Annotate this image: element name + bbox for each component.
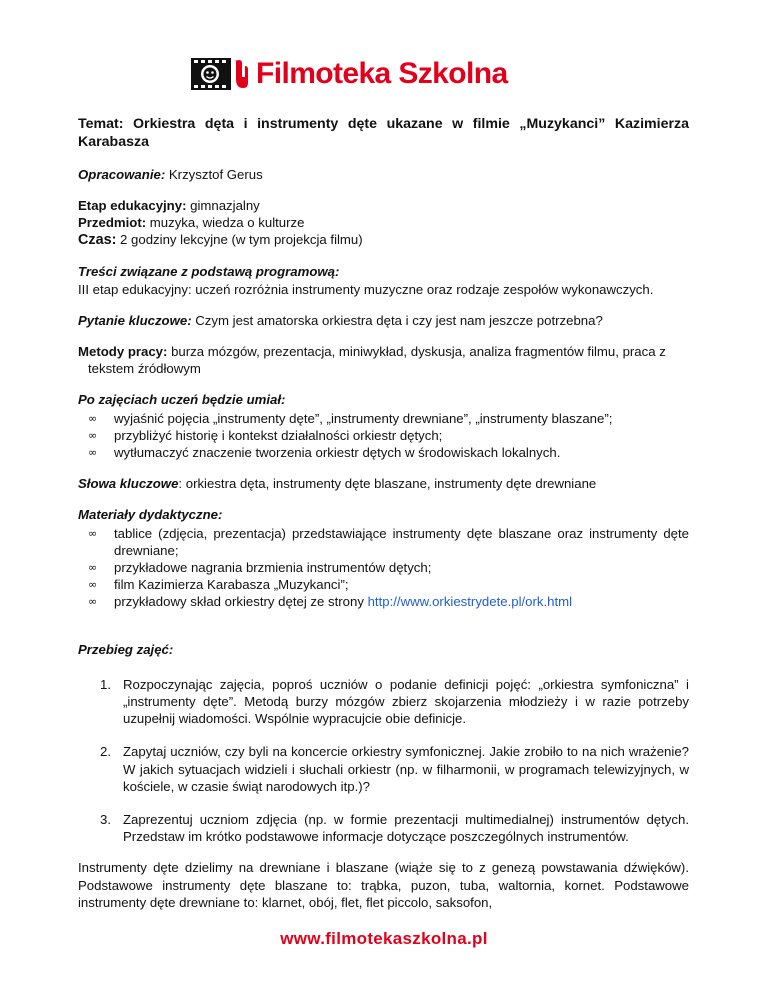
umial-list <box>78 410 689 462</box>
tresci-label: Treści związane z podstawą programową: <box>78 264 340 280</box>
bullet-icon: ∞ <box>88 411 98 425</box>
step-item <box>78 743 689 795</box>
bullet-icon: ∞ <box>88 561 98 575</box>
author-line <box>78 166 689 183</box>
list-item <box>78 427 689 444</box>
orkiestry-link[interactable]: http://www.orkiestrydete.pl/ork.html <box>367 594 573 610</box>
slowa-section <box>78 475 689 492</box>
step-item <box>78 676 689 728</box>
brand-name: Filmoteka Szkolna <box>256 57 508 90</box>
etap-label: Etap edukacyjny: <box>78 197 187 213</box>
materialy-list <box>78 525 689 611</box>
list-item <box>78 559 689 576</box>
lesson-title: Temat: Orkiestra dęta i instrumenty dęte ukazane w filmie „Muzykanci” Kazimierza Karabasza <box>78 116 689 150</box>
materialy-label: Materiały dydaktyczne: <box>78 507 223 523</box>
przebieg-section <box>78 641 689 911</box>
slowa-label: Słowa kluczowe <box>78 476 179 492</box>
przedmiot-label: Przedmiot: <box>78 215 147 230</box>
film-reel-logo-icon <box>190 57 252 91</box>
pytanie-label: Pytanie kluczowe: <box>78 312 192 328</box>
lesson-plan <box>78 110 689 911</box>
tresci-section <box>78 263 689 297</box>
filmoteka-logo[interactable] <box>190 56 508 92</box>
bullet-icon: ∞ <box>88 428 98 442</box>
list-item-text: film Kazimierza Karabasza „Muzykanci”; <box>114 577 349 593</box>
step-text: Zapytaj uczniów, czy byli na koncercie orkiestry symfonicznej. Jakie zrobiło to na nich wrażenie? W jakich sytuacjach widzieli i słuchali orkiestr (np. w filharmonii, w programach telewizyjnych, w kościele, w czasie świąt narodowych itp.)? <box>123 744 689 794</box>
metody-text: burza mózgów, prezentacja, miniwykład, dyskusja, analiza fragmentów filmu, praca z tekstem źródłowym <box>88 344 666 377</box>
etap-line <box>78 197 689 214</box>
list-item <box>78 525 689 559</box>
list-item <box>78 444 689 461</box>
closing-paragraph: Instrumenty dęte dzielimy na drewniane i blaszane (wiąże się to z genezą powstawania dźwięków). Podstawowe instrumenty dęte blaszane to: trąbka, puzon, tuba, waltornia, kornet. Podstawowe instrumenty dęte drewniane to: klarnet, obój, flet, flet piccolo, saksofon, <box>78 860 689 910</box>
list-item-text: przykładowy skład orkiestry dętej ze strony <box>114 594 368 610</box>
pytanie-section <box>78 312 689 329</box>
bullet-icon: ∞ <box>88 595 98 609</box>
list-item <box>78 576 689 593</box>
list-item-text: wytłumaczyć znaczenie tworzenia orkiestr dętych w środowiskach lokalnych. <box>114 445 561 461</box>
przedmiot-line <box>78 214 689 231</box>
step-text: Zaprezentuj uczniom zdjęcia (np. w formie prezentacji multimedialnej) instrumentów dętych. Przedstaw im krótko podstawowe informacje dotyczące poszczególnych instrumentów. <box>123 812 689 845</box>
metody-section <box>78 343 689 377</box>
czas-line <box>78 231 689 249</box>
lesson-meta <box>78 197 689 250</box>
step-number: 2. <box>100 744 111 760</box>
step-text: Rozpoczynając zajęcia, poproś uczniów o podanie definicji pojęć: „orkiestra symfoniczna” i „instrumenty dęte”. Metodą burzy mózgów zbierz skojarzenia młodzieży i w razie potrzeby uzupełnij wiadomości. Wspólnie wypracujcie obie definicje. <box>123 676 689 727</box>
author-label: Opracowanie: <box>78 166 166 182</box>
materialy-section <box>78 506 689 610</box>
list-item-text: tablice (zdjęcia, prezentacja) przedstawiające instrumenty dęte blaszane oraz instrumenty dęte drewniane; <box>114 525 689 558</box>
przedmiot-value: muzyka, wiedza o kulturze <box>146 215 305 230</box>
bullet-icon: ∞ <box>88 526 98 540</box>
czas-value: 2 godziny lekcyjne (w tym projekcja filmu) <box>116 232 363 248</box>
step-number: 3. <box>100 812 111 828</box>
author-value: Krzysztof Gerus <box>165 166 263 182</box>
list-item-text: przybliżyć historię i kontekst działalności orkiestr dętych; <box>114 427 443 443</box>
czas-label: Czas: <box>78 232 117 249</box>
list-item-text: wyjaśnić pojęcia „instrumenty dęte”, „instrumenty drewniane”, „instrumenty blaszane”; <box>114 410 613 426</box>
step-number: 1. <box>100 676 111 692</box>
bullet-icon: ∞ <box>88 446 98 460</box>
bullet-icon: ∞ <box>88 578 98 592</box>
slowa-text: : orkiestra dęta, instrumenty dęte blaszane, instrumenty dęte drewniane <box>178 476 597 492</box>
list-item <box>78 410 689 427</box>
footer-url[interactable]: www.filmotekaszkolna.pl <box>280 929 488 948</box>
umial-label: Po zajęciach uczeń będzie umiał: <box>78 392 286 408</box>
przebieg-steps <box>78 676 689 846</box>
metody-label: Metody pracy: <box>78 344 168 360</box>
step-item <box>78 811 689 845</box>
tresci-text: III etap edukacyjny: uczeń rozróżnia instrumenty muzyczne oraz rodzaje zespołów wykonawczych. <box>78 281 654 297</box>
list-item <box>78 593 689 610</box>
umial-section <box>78 391 689 461</box>
pytanie-text: Czym jest amatorska orkiestra dęta i czy jest nam jeszcze potrzebna? <box>191 312 603 328</box>
list-item-text: przykładowe nagrania brzmienia instrumentów dętych; <box>114 560 432 576</box>
przebieg-label: Przebieg zajęć: <box>78 641 174 657</box>
etap-value: gimnazjalny <box>186 197 260 213</box>
